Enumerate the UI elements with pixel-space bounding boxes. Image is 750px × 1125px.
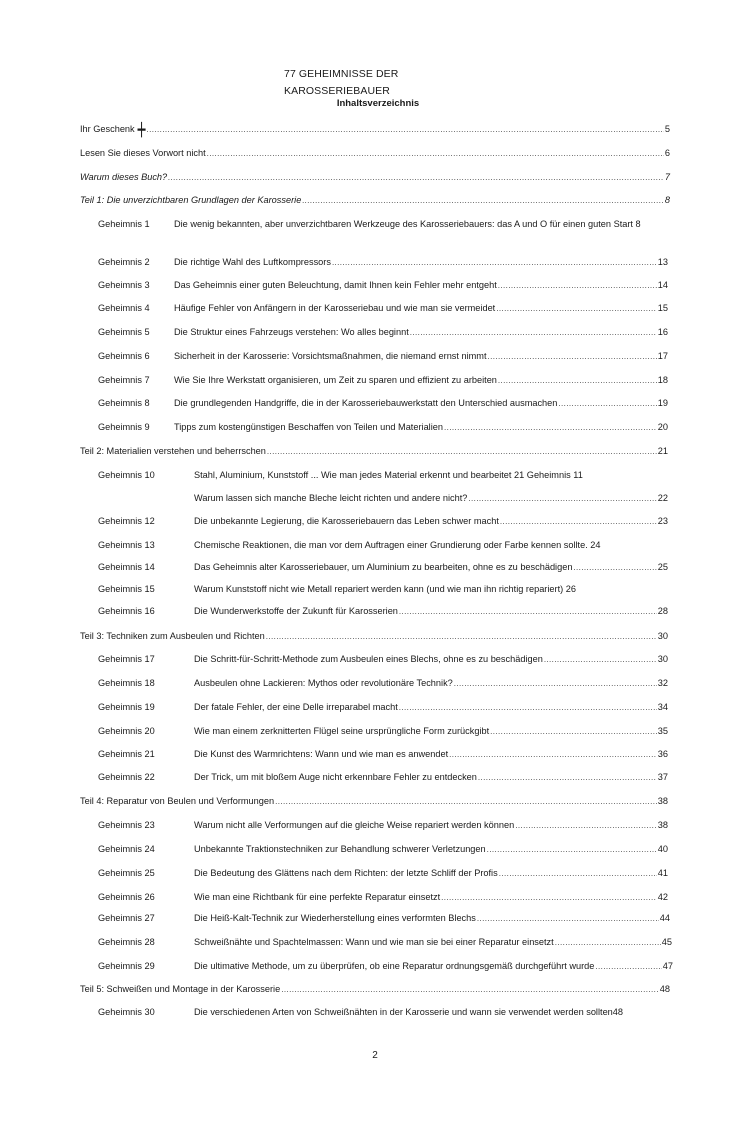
toc-secret-7[interactable]	[98, 374, 668, 387]
toc-part-2[interactable]	[80, 445, 668, 458]
secret-number: Geheimnis 5	[98, 327, 150, 337]
secret-number: Geheimnis 9	[98, 422, 150, 432]
secret-title: Wie man eine Richtbank für eine perfekte Reparatur einsetzt	[194, 892, 441, 902]
secret-page: 20	[657, 422, 668, 432]
toc-secret-28[interactable]	[98, 936, 672, 949]
toc-secret-24[interactable]	[98, 843, 668, 856]
dot-leader	[487, 844, 657, 856]
toc-secret-8[interactable]	[98, 397, 668, 410]
secret-title: Die unbekannte Legierung, die Karosseriebauern das Leben schwer macht	[194, 516, 499, 526]
secret-page: 22	[657, 493, 668, 503]
toc-secret-16[interactable]	[98, 605, 668, 618]
dot-leader	[275, 796, 657, 808]
secret-page: 44	[659, 913, 670, 923]
secret-number: Geheimnis 14	[98, 562, 155, 572]
secret-number: Geheimnis 12	[98, 516, 155, 526]
secret-page: 40	[657, 844, 668, 854]
secret-number: Geheimnis 2	[98, 257, 150, 267]
dot-leader	[496, 303, 657, 315]
secret-number: Geheimnis 16	[98, 606, 155, 616]
dot-leader	[281, 984, 659, 996]
dot-leader	[399, 702, 657, 714]
secret-number: Geheimnis 4	[98, 303, 150, 313]
dot-leader	[477, 913, 659, 925]
secret-page: 14	[657, 280, 668, 290]
toc-secret-14[interactable]	[98, 561, 668, 574]
text-cursor-icon: ┿	[137, 122, 146, 137]
secret-page: 47	[662, 961, 673, 971]
secret-number: Geheimnis 7	[98, 375, 150, 385]
secret-number: Geheimnis 8	[98, 398, 150, 408]
toc-entry-page: 7	[664, 172, 670, 182]
toc-part-1[interactable]	[80, 194, 670, 207]
secret-number: Geheimnis 17	[98, 654, 155, 664]
secret-page: 35	[657, 726, 668, 736]
secret-number: Geheimnis 10	[98, 470, 155, 480]
toc-secret-19[interactable]	[98, 701, 668, 714]
secret-title: Warum Kunststoff nicht wie Metall repariert werden kann (und wie man ihn richtig repariert) 26	[194, 584, 576, 594]
toc-secret-20[interactable]	[98, 725, 668, 738]
secret-title: Das Geheimnis alter Karosseriebauer, um Aluminium zu bearbeiten, ohne es zu beschädigen	[194, 562, 573, 572]
dot-leader	[573, 562, 656, 574]
secret-page: 34	[657, 702, 668, 712]
secret-title: Wie man einem zerknitterten Flügel seine ursprüngliche Form zurückgibt	[194, 726, 490, 736]
dot-leader	[558, 398, 656, 410]
secret-title: Warum lassen sich manche Bleche leicht richten und andere nicht?	[194, 493, 468, 503]
toc-entry-gift[interactable]	[80, 123, 670, 136]
secret-title: Die verschiedenen Arten von Schweißnähten in der Karosserie und wann sie verwendet werden sollten	[194, 1007, 613, 1017]
dot-leader	[544, 654, 657, 666]
dot-leader	[168, 172, 664, 184]
secret-number: Geheimnis 26	[98, 892, 155, 902]
secret-number: Geheimnis 21	[98, 749, 155, 759]
dot-leader	[332, 257, 657, 269]
toc-part-page: 48	[659, 984, 670, 994]
secret-number: Geheimnis 29	[98, 961, 155, 971]
toc-part-4[interactable]	[80, 795, 668, 808]
secret-page: 41	[657, 868, 668, 878]
dot-leader	[302, 195, 664, 207]
toc-secret-4[interactable]	[98, 302, 668, 315]
secret-title: Der Trick, um mit bloßem Auge nicht erkennbare Fehler zu entdecken	[194, 772, 477, 782]
toc-entry-page: 5	[664, 124, 670, 134]
secret-number: Geheimnis 28	[98, 937, 155, 947]
toc-secret-10[interactable]	[98, 469, 583, 481]
toc-secret-2[interactable]	[98, 256, 668, 269]
toc-entry-foreword[interactable]	[80, 147, 670, 160]
secret-title: Wie Sie Ihre Werkstatt organisieren, um Zeit zu sparen und effizient zu arbeiten	[174, 375, 497, 385]
toc-secret-15[interactable]	[98, 583, 576, 595]
dot-leader	[449, 749, 657, 761]
toc-heading: Inhaltsverzeichnis	[336, 98, 420, 109]
secret-number: Geheimnis 23	[98, 820, 155, 830]
secret-page: 42	[657, 892, 668, 902]
secret-title: Warum nicht alle Verformungen auf die gleiche Weise repariert werden können	[194, 820, 515, 830]
secret-title: Ausbeulen ohne Lackieren: Mythos oder revolutionäre Technik?	[194, 678, 453, 688]
secret-title: Der fatale Fehler, der eine Delle irreparabel macht	[194, 702, 398, 712]
secret-page: 15	[657, 303, 668, 313]
secret-title: Häufige Fehler von Anfängern in der Karosseriebau und wie man sie vermeidet	[174, 303, 496, 313]
book-title-line1: 77 GEHEIMNISSE DER	[284, 68, 399, 80]
dot-leader	[441, 892, 657, 904]
toc-secret-6[interactable]	[98, 350, 668, 363]
secret-title: Die Heiß-Kalt-Technik zur Wiederherstellung eines verformten Blechs	[194, 913, 476, 923]
toc-part-5[interactable]	[80, 983, 670, 996]
toc-part-text: Teil 2: Materialien verstehen und beherrschen	[80, 446, 266, 456]
secret-number: Geheimnis 6	[98, 351, 150, 361]
toc-secret-22[interactable]	[98, 771, 668, 784]
secret-title: Die grundlegenden Handgriffe, die in der Karosseriebauwerkstatt den Unterschied ausmachen	[174, 398, 558, 408]
secret-page: 36	[657, 749, 668, 759]
secret-page: 23	[657, 516, 668, 526]
secret-page: 30	[657, 654, 668, 664]
secret-page: 48	[612, 1007, 624, 1017]
book-title	[284, 66, 444, 100]
dot-leader	[478, 772, 657, 784]
secret-page: 37	[657, 772, 668, 782]
toc-secret-26[interactable]	[98, 891, 668, 904]
secret-title: Die richtige Wahl des Luftkompressors	[174, 257, 331, 267]
secret-page: 19	[657, 398, 668, 408]
secret-number: Geheimnis 19	[98, 702, 155, 712]
secret-page: 38	[657, 820, 668, 830]
toc-part-page: 30	[657, 631, 668, 641]
toc-secret-27[interactable]	[98, 912, 670, 925]
dot-leader	[267, 446, 657, 458]
secret-title: Das Geheimnis einer guten Beleuchtung, damit Ihnen kein Fehler mehr entgeht	[174, 280, 497, 290]
dot-leader	[468, 493, 656, 505]
toc-part-page: 21	[657, 446, 668, 456]
dot-leader	[207, 148, 664, 160]
secret-page: 45	[661, 937, 672, 947]
toc-part-text: Teil 1: Die unverzichtbaren Grundlagen der Karosserie	[80, 195, 302, 205]
toc-secret-12[interactable]	[98, 515, 668, 528]
toc-secret-18[interactable]	[98, 677, 668, 690]
secret-title: Stahl, Aluminium, Kunststoff ... Wie man jedes Material erkennt und bearbeitet 21 Geheimnis 11	[194, 470, 583, 480]
toc-entry-text: Warum dieses Buch?	[80, 172, 168, 182]
toc-entry-page: 6	[664, 148, 670, 158]
toc-secret-11[interactable]	[194, 492, 668, 505]
dot-leader	[410, 327, 657, 339]
secret-number: Geheimnis 3	[98, 280, 150, 290]
secret-page: 13	[657, 257, 668, 267]
secret-page: 18	[657, 375, 668, 385]
secret-number: Geheimnis 22	[98, 772, 155, 782]
toc-secret-13[interactable]	[98, 539, 601, 551]
toc-secret-17[interactable]	[98, 653, 668, 666]
book-title-line2: KAROSSERIEBAUER	[284, 85, 390, 97]
secret-page: 32	[657, 678, 668, 688]
toc-secret-30[interactable]	[98, 1006, 623, 1018]
secret-number: Geheimnis 1	[98, 219, 150, 229]
page-number: 2	[372, 1050, 378, 1061]
secret-title: Die wenig bekannten, aber unverzichtbaren Werkzeuge des Karosseriebauers: das A und O für einen guten Start 8	[174, 219, 641, 229]
secret-number: Geheimnis 13	[98, 540, 155, 550]
secret-number: Geheimnis 24	[98, 844, 155, 854]
toc-secret-1[interactable]	[98, 218, 698, 244]
toc-entry-text: Lesen Sie dieses Vorwort nicht	[80, 148, 206, 158]
toc-secret-3[interactable]	[98, 279, 668, 292]
secret-title: Tipps zum kostengünstigen Beschaffen von Teilen und Materialien	[174, 422, 443, 432]
dot-leader	[555, 937, 661, 949]
toc-part-page: 38	[657, 796, 668, 806]
secret-title: Schweißnähte und Spachtelmassen: Wann und wie man sie bei einer Reparatur einsetzt	[194, 937, 554, 947]
toc-secret-5[interactable]	[98, 326, 668, 339]
toc-secret-23[interactable]	[98, 819, 668, 832]
secret-page: 16	[657, 327, 668, 337]
dot-leader	[500, 516, 657, 528]
secret-title: Die Schritt-für-Schritt-Methode zum Ausbeulen eines Blechs, ohne es zu beschädigen	[194, 654, 543, 664]
secret-number: Geheimnis 30	[98, 1007, 155, 1017]
dot-leader	[399, 606, 657, 618]
secret-page: 17	[657, 351, 668, 361]
dot-leader	[146, 124, 663, 136]
dot-leader	[454, 678, 657, 690]
toc-part-text: Teil 3: Techniken zum Ausbeulen und Richten	[80, 631, 265, 641]
secret-title: Unbekannte Traktionstechniken zur Behandlung schwerer Verletzungen	[194, 844, 486, 854]
secret-title: Chemische Reaktionen, die man vor dem Auftragen einer Grundierung oder Farbe kennen sollte. 24	[194, 540, 601, 550]
secret-number: Geheimnis 20	[98, 726, 155, 736]
secret-number: Geheimnis 18	[98, 678, 155, 688]
toc-secret-25[interactable]	[98, 867, 668, 880]
toc-part-text: Teil 5: Schweißen und Montage in der Karosserie	[80, 984, 281, 994]
dot-leader	[266, 631, 657, 643]
toc-secret-9[interactable]	[98, 421, 668, 434]
secret-title: Sicherheit in der Karosserie: Vorsichtsmaßnahmen, die niemand ernst nimmt	[174, 351, 487, 361]
dot-leader	[515, 820, 657, 832]
toc-entry-why[interactable]	[80, 171, 670, 184]
toc-part-text: Teil 4: Reparatur von Beulen und Verformungen	[80, 796, 275, 806]
toc-part-3[interactable]	[80, 630, 668, 643]
secret-title: Die Bedeutung des Glättens nach dem Richten: der letzte Schliff der Profis	[194, 868, 498, 878]
toc-part-page: 8	[664, 195, 670, 205]
secret-title: Die Kunst des Warmrichtens: Wann und wie man es anwendet	[194, 749, 449, 759]
secret-title: Die Struktur eines Fahrzeugs verstehen: Wo alles beginnt	[174, 327, 409, 337]
dot-leader	[498, 280, 657, 292]
secret-number: Geheimnis 25	[98, 868, 155, 878]
toc-entry-text: Ihr Geschenk	[80, 124, 135, 134]
toc-secret-29[interactable]	[98, 960, 673, 973]
dot-leader	[488, 351, 657, 363]
secret-page: 28	[657, 606, 668, 616]
dot-leader	[595, 961, 661, 973]
secret-number: Geheimnis 27	[98, 913, 155, 923]
secret-title: Die ultimative Methode, um zu überprüfen, ob eine Reparatur ordnungsgemäß durchgeführt wurde	[194, 961, 595, 971]
dot-leader	[444, 422, 657, 434]
secret-page: 25	[657, 562, 668, 572]
dot-leader	[499, 868, 657, 880]
secret-title: Die Wunderwerkstoffe der Zukunft für Karosserien	[194, 606, 398, 616]
dot-leader	[498, 375, 657, 387]
dot-leader	[490, 726, 657, 738]
toc-secret-21[interactable]	[98, 748, 668, 761]
secret-number: Geheimnis 15	[98, 584, 155, 594]
